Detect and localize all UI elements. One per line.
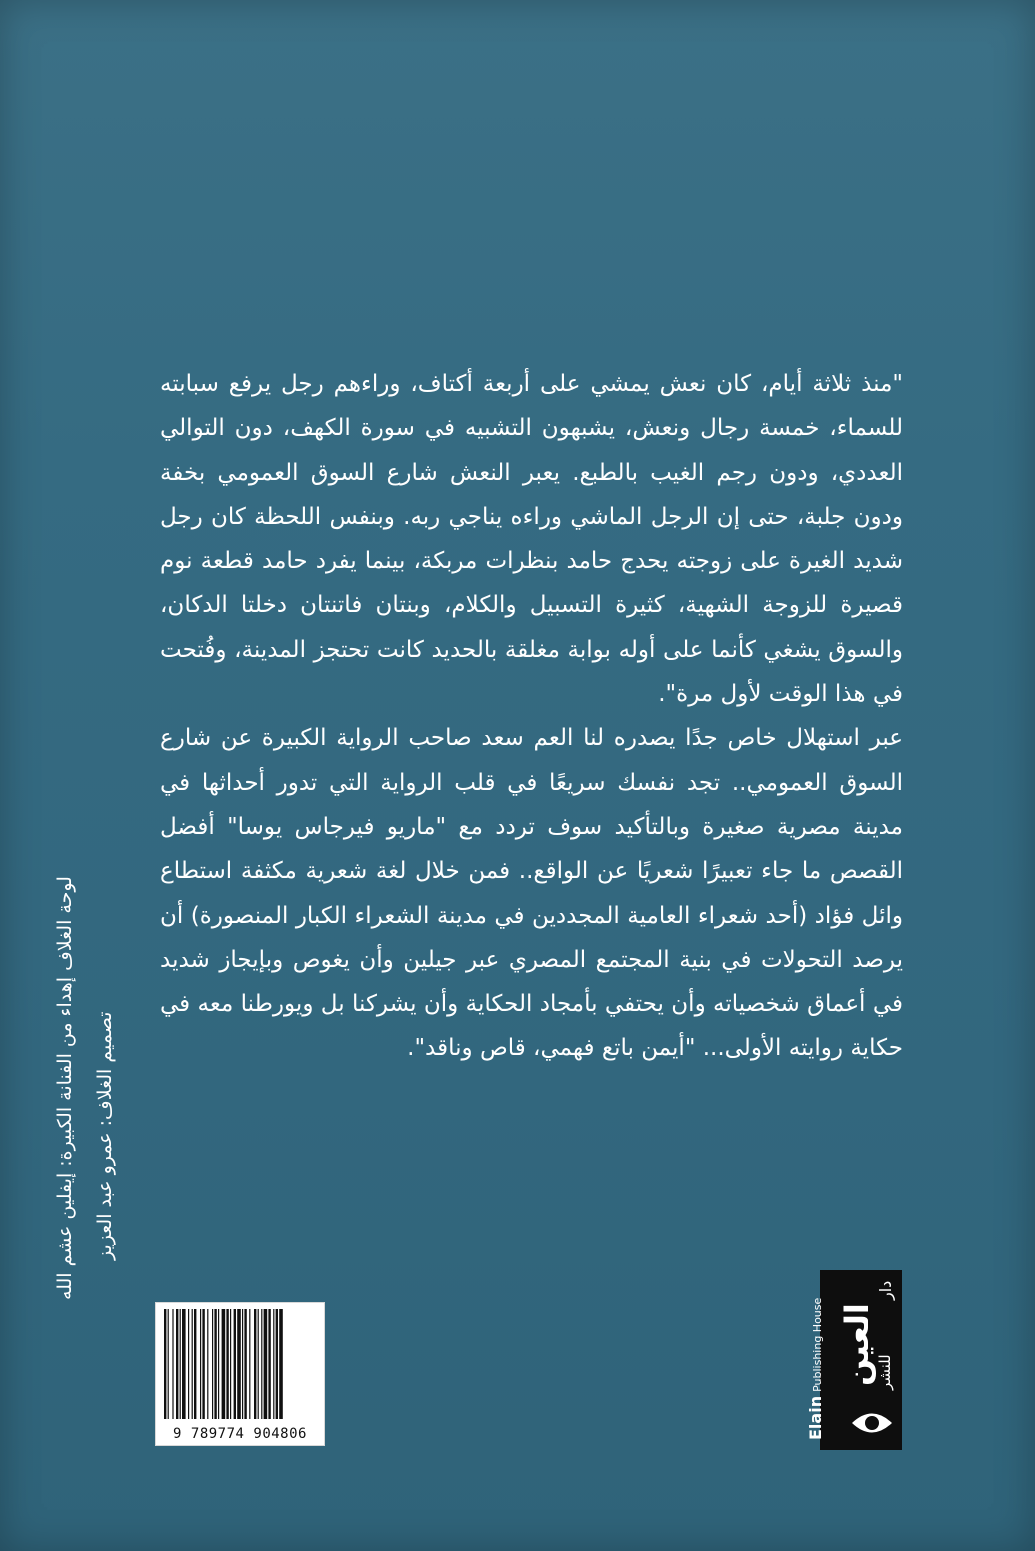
publisher-subtitle: Publishing House xyxy=(811,1297,824,1392)
publisher-brand: Elain xyxy=(806,1395,825,1440)
blurb-text xyxy=(160,362,903,1071)
cover-painting-credit: لوحة الغلاف إهداء من الفنانة الكبيرة: إيفلين عشم الله xyxy=(54,876,76,1300)
publisher-latin-name xyxy=(806,1298,825,1440)
logo-nashr-text: للنشر xyxy=(876,1354,894,1390)
blurb-review-paragraph: عبر استهلال خاص جدًا يصدره لنا العم سعد صاحب الرواية الكبيرة عن شارع السوق العمومي.. تجد نفسك سريعًا في قلب الرواية التي تدور أحداثها في مدينة مصرية صغيرة وبالتأكيد سوف تردد مع "ماريو فيرجاس يوسا" أفضل القصص ما جاء تعبيرًا شعريًا عن الواقع.. فمن خلال لغة شعرية مكثفة استطاع وائل فؤاد (أحد شعراء العامية المجددين في مدينة الشعراء الكبار المنصورة) أن يرصد التحولات في بنية المجتمع المصري عبر جيلين وأن يغوص وبإيجاز شديد في أعماق شخصياته وأن يحتفي بأمجاد الحكاية وأن يشركنا بل ويورطنا معه في حكاية روايته الأولى... "أيمن باتع فهمي، قاص وناقد". xyxy=(160,725,903,1062)
blurb-quote-paragraph: "منذ ثلاثة أيام، كان نعش يمشي على أربعة أكتاف، وراءهم رجل يرفع سبابته للسماء، خمسة رجال ونعش، يشبهون التشبيه في سورة الكهف، دون التوالي العددي، ودون رجم الغيب بالطبع. يعبر النعش شارع السوق العمومي بخفة ودون جلبة، حتى إن الرجل الماشي وراءه يناجي ربه. وبنفس اللحظة كان رجل شديد الغيرة على زوجته يحدج حامد بنظرات مربكة، بينما يفرد حامد قطعة نوم قصيرة للزوجة الشهية، كثيرة التسبيل والكلام، وبنتان فاتنتان دخلتا الدكان، والسوق يشغي كأنما على أوله بوابة مغلقة بالحديد كانت تحتجز المدينة، وفُتحت في هذا الوقت لأول مرة". xyxy=(160,371,903,708)
logo-name-text: العين xyxy=(838,1303,876,1386)
eye-icon xyxy=(850,1408,894,1438)
isbn-barcode xyxy=(155,1302,325,1446)
publisher-logo xyxy=(820,1270,902,1450)
logo-dar-text: دار xyxy=(876,1280,895,1300)
barcode-bars-graphic xyxy=(164,1309,316,1419)
barcode-number: 9 789774 904806 xyxy=(173,1426,307,1442)
cover-design-credit: تصميم الغلاف: عمرو عبد العزيز xyxy=(94,1011,116,1260)
